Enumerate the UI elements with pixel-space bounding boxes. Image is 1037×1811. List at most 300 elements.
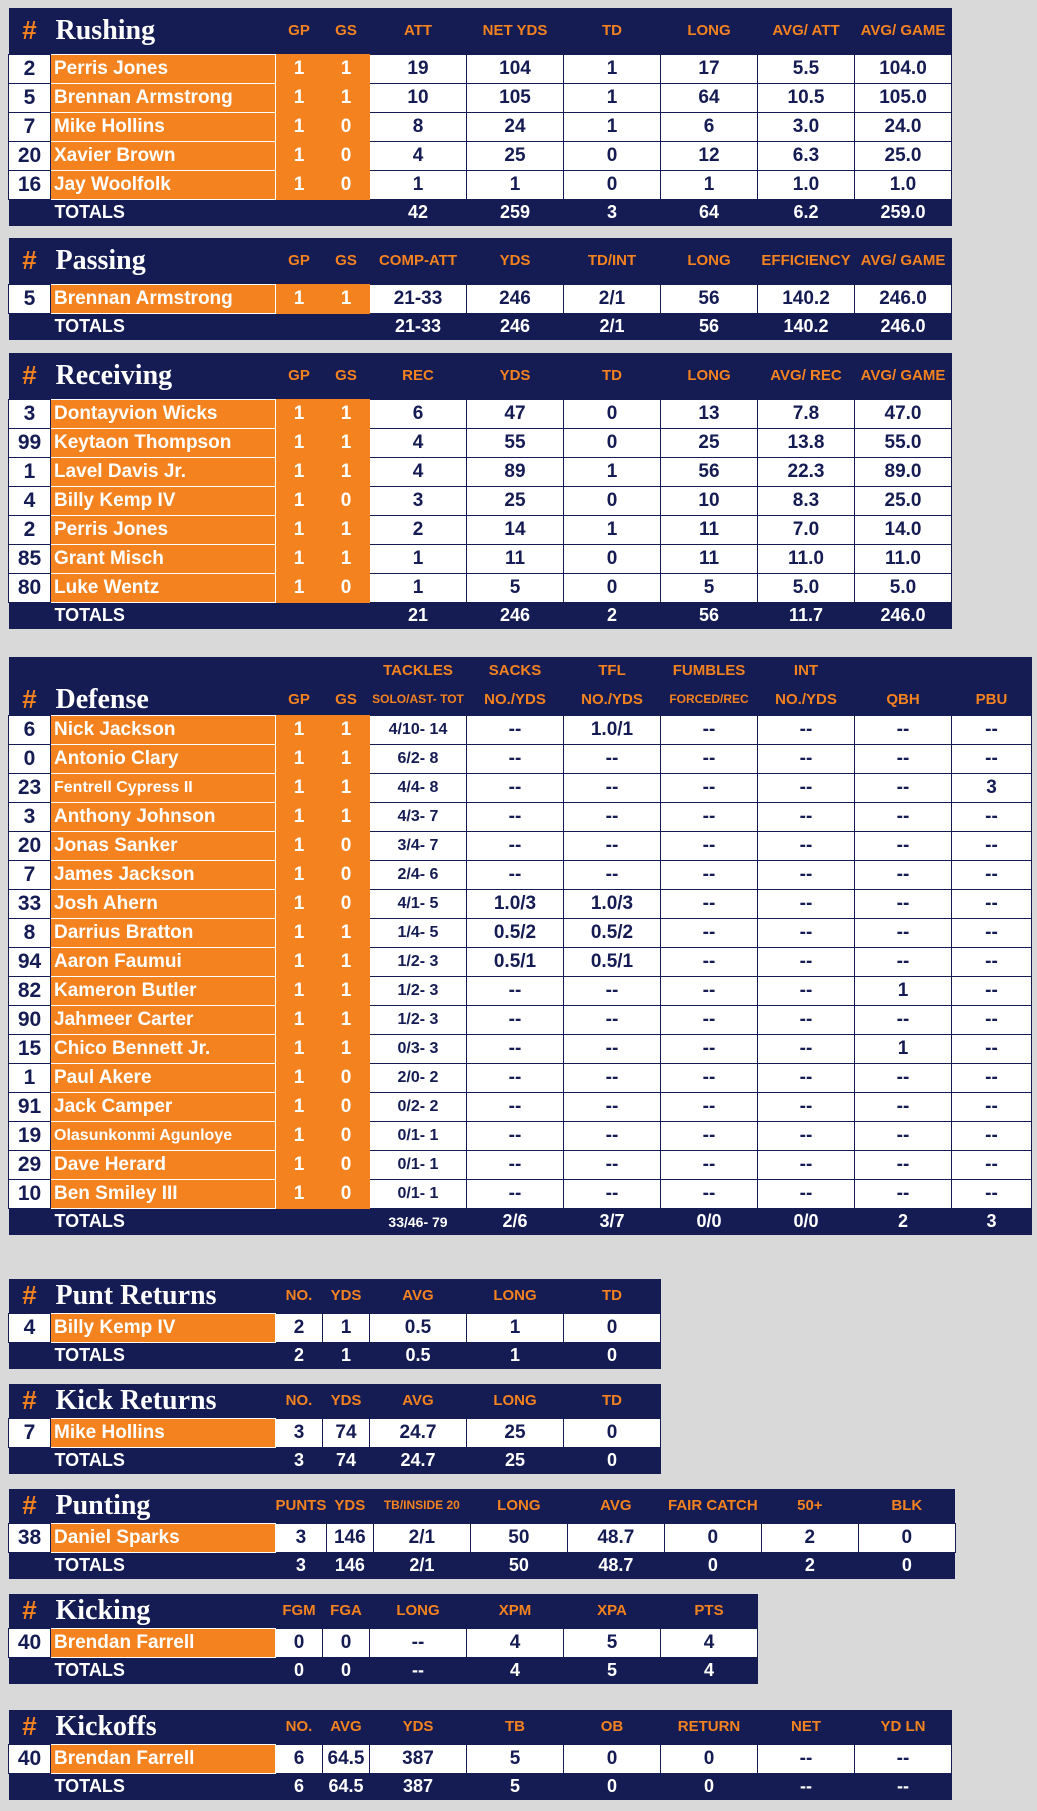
games-played: 1 [276,831,323,860]
jersey-number: 7 [9,1418,51,1447]
stat-long: 56 [661,457,758,486]
jersey-number: 19 [9,1121,51,1150]
stat-rec: 2 [370,515,467,544]
col-gp: GP [276,685,323,715]
games-started: 1 [323,715,370,744]
stat-tb: 5 [467,1744,564,1773]
stat-blk: 0 [858,1523,955,1552]
stat-yds: 14 [467,515,564,544]
games-played: 1 [276,1034,323,1063]
stat-qbh: -- [855,860,952,889]
total-avg-game: 246.0 [855,313,952,340]
stat-qbh: 1 [855,976,952,1005]
stat-avg-game: 246.0 [855,284,952,313]
totals-row [9,1773,952,1800]
stat-tkl: 2/0- 2 [370,1063,467,1092]
totals-label: TOTALS [9,1657,276,1684]
player-row [9,170,952,199]
stat-ob: 0 [564,1744,661,1773]
hash-header: # [9,1489,51,1523]
stat-tkl: 1/4- 5 [370,918,467,947]
col-long: LONG [661,353,758,399]
stat-tkl: 4/1- 5 [370,889,467,918]
player-name: Jahmeer Carter [51,1005,276,1034]
stat-fum: -- [661,1121,758,1150]
total-tfl: 3/7 [564,1208,661,1235]
jersey-number: 29 [9,1150,51,1179]
col-no: NO. [276,1710,323,1744]
section-title: Passing [51,238,276,284]
stat-td: 0 [564,170,661,199]
stat-comp: 21-33 [370,284,467,313]
stat-tkl: 3/4- 7 [370,831,467,860]
stat-int: -- [758,889,855,918]
total-net: -- [758,1773,855,1800]
stat-tfl: -- [564,1121,661,1150]
player-row [9,428,952,457]
stat-att: 19 [370,54,467,83]
col-gp: GP [276,238,323,284]
stat-tfl: -- [564,1150,661,1179]
player-row [9,1313,661,1342]
total-yds: 387 [370,1773,467,1800]
jersey-number: 33 [9,889,51,918]
stat-long: 1 [467,1313,564,1342]
stat-td: 0 [564,1313,661,1342]
games-started: 0 [323,486,370,515]
stat-int: -- [758,715,855,744]
player-row [9,744,1032,773]
stat-tkl: 6/2- 8 [370,744,467,773]
stat-int: -- [758,1121,855,1150]
stat-fum: -- [661,860,758,889]
total-rec: 21 [370,602,467,629]
jersey-number: 8 [9,918,51,947]
punting-table [8,1489,956,1579]
games-started: 1 [323,947,370,976]
total-return: 0 [661,1773,758,1800]
games-played: 1 [276,918,323,947]
games-played: 1 [276,1092,323,1121]
col-gs: GS [323,238,370,284]
stat-pbu: -- [952,889,1032,918]
total-punts: 3 [276,1552,327,1579]
games-started: 0 [323,141,370,170]
stat-sacks: -- [467,1034,564,1063]
stat-fum: -- [661,1092,758,1121]
stat-tkl: 2/4- 6 [370,860,467,889]
stat-int: -- [758,1063,855,1092]
stat-no: 3 [276,1418,323,1447]
stat-eff: 140.2 [758,284,855,313]
stat-qbh: -- [855,831,952,860]
player-row [9,399,952,428]
player-row [9,802,1032,831]
games-started: 0 [323,573,370,602]
total-td: 0 [564,1447,661,1474]
stat-avg-rec: 7.8 [758,399,855,428]
stat-int: -- [758,1150,855,1179]
games-started: 1 [323,428,370,457]
jersey-number: 1 [9,1063,51,1092]
col-no: NO. [276,1384,323,1418]
kicking-table [8,1594,758,1684]
stat-td: 1 [564,83,661,112]
stat-tfl: -- [564,976,661,1005]
stat-pbu: -- [952,947,1032,976]
games-played: 1 [276,947,323,976]
totals-row [9,602,952,629]
games-played: 1 [276,715,323,744]
col-att: ATT [370,8,467,54]
stat-avg-rec: 8.3 [758,486,855,515]
total-tdint: 2/1 [564,313,661,340]
col-blk: BLK [858,1489,955,1523]
stat-qbh: -- [855,1092,952,1121]
total-tb: 2/1 [373,1552,470,1579]
player-row [9,976,1032,1005]
games-played: 1 [276,1063,323,1092]
stat-att: 1 [370,170,467,199]
total-long: 25 [467,1447,564,1474]
stat-avg: 48.7 [567,1523,664,1552]
col-avg: AVG [323,1710,370,1744]
col-tb: TB [467,1710,564,1744]
total-tackles: 33/46- 79 [370,1208,467,1235]
stat-sacks: -- [467,744,564,773]
hash-header: # [9,1710,51,1744]
total-avg-rec: 11.7 [758,602,855,629]
stat-long: 25 [661,428,758,457]
totals-label: TOTALS [9,1342,276,1369]
stat-long: 13 [661,399,758,428]
stat-pbu: -- [952,918,1032,947]
player-name: Brennan Armstrong [51,83,276,112]
total-sacks: 2/6 [467,1208,564,1235]
stat-fum: -- [661,744,758,773]
col-net-yds: NET YDS [467,8,564,54]
player-name: Mike Hollins [51,112,276,141]
stat-sacks: 0.5/2 [467,918,564,947]
stat-avg: 24.7 [370,1418,467,1447]
stat-tfl: 0.5/1 [564,947,661,976]
totals-label: TOTALS [9,602,370,629]
stat-td: 0 [564,544,661,573]
games-started: 1 [323,1034,370,1063]
stat-avg-att: 5.5 [758,54,855,83]
stat-td: 1 [564,515,661,544]
stat-sacks: -- [467,1179,564,1208]
total-no: 2 [276,1342,323,1369]
stat-yds: 387 [370,1744,467,1773]
stat-pbu: -- [952,831,1032,860]
stat-sacks: -- [467,1063,564,1092]
stat-td: 0 [564,486,661,515]
total-xpm: 4 [467,1657,564,1684]
total-blk: 0 [858,1552,955,1579]
stat-sacks: -- [467,1121,564,1150]
stat-fum: -- [661,1034,758,1063]
stat-qbh: -- [855,773,952,802]
player-name: James Jackson [51,860,276,889]
player-name: Perris Jones [51,54,276,83]
stat-tfl: 1.0/1 [564,715,661,744]
games-played: 1 [276,860,323,889]
stat-avg-game: 5.0 [855,573,952,602]
games-played: 1 [276,1150,323,1179]
player-row [9,1005,1032,1034]
col-avg-att: AVG/ ATT [758,8,855,54]
stat-pts: 4 [661,1628,758,1657]
stat-avg-game: 47.0 [855,399,952,428]
games-started: 1 [323,83,370,112]
col-avg-game: AVG/ GAME [855,8,952,54]
stat-tfl: 0.5/2 [564,918,661,947]
stat-yds: 25 [467,486,564,515]
stat-rec: 1 [370,573,467,602]
stat-fum: -- [661,715,758,744]
stat-long: 6 [661,112,758,141]
totals-row [9,199,952,226]
stat-qbh: 1 [855,1034,952,1063]
totals-label: TOTALS [9,1773,276,1800]
games-started: 0 [323,170,370,199]
stat-int: -- [758,773,855,802]
defense-table [8,657,1032,1235]
player-row [9,457,952,486]
stat-sacks: 1.0/3 [467,889,564,918]
section-title: Punting [51,1489,276,1523]
stat-fum: -- [661,802,758,831]
player-row [9,1523,956,1552]
stat-int: -- [758,1179,855,1208]
stat-avg-att: 1.0 [758,170,855,199]
stat-qbh: -- [855,918,952,947]
col-td: TD [564,1384,661,1418]
jersey-number: 23 [9,773,51,802]
stat-tfl: -- [564,1092,661,1121]
stat-tkl: 1/2- 3 [370,947,467,976]
total-pbu: 3 [952,1208,1032,1235]
stat-sacks: -- [467,976,564,1005]
stat-pbu: -- [952,1063,1032,1092]
jersey-number: 1 [9,457,51,486]
games-started: 1 [323,1005,370,1034]
stat-pbu: 3 [952,773,1032,802]
col-avg-rec: AVG/ REC [758,353,855,399]
col-long: LONG [467,1279,564,1313]
col-pts: PTS [661,1594,758,1628]
col-avg: AVG [370,1384,467,1418]
col-long: LONG [661,8,758,54]
stat-pbu: -- [952,1121,1032,1150]
games-started: 0 [323,889,370,918]
kick-returns-table [8,1384,661,1474]
stat-fc: 0 [664,1523,761,1552]
col-gs: GS [323,8,370,54]
stat-fum: -- [661,831,758,860]
jersey-number: 2 [9,515,51,544]
player-name: Daniel Sparks [51,1523,276,1552]
games-played: 1 [276,112,323,141]
player-name: Grant Misch [51,544,276,573]
stat-ret: 0 [661,1744,758,1773]
player-name: Olasunkonmi Agunloye [51,1121,276,1150]
col-qbh: QBH [855,685,952,715]
col-fair-catch: FAIR CATCH [664,1489,761,1523]
stat-tfl: 1.0/3 [564,889,661,918]
stat-tdint: 2/1 [564,284,661,313]
player-name: Jonas Sanker [51,831,276,860]
player-name: Jack Camper [51,1092,276,1121]
stat-sacks: -- [467,1005,564,1034]
games-played: 1 [276,1121,323,1150]
games-started: 0 [323,1121,370,1150]
col-tackles: SOLO/AST- TOT [370,685,467,715]
stat-tfl: -- [564,1005,661,1034]
col-yds: YDS [323,1384,370,1418]
stat-avg: 0.5 [370,1313,467,1342]
stat-yds: 47 [467,399,564,428]
games-started: 1 [323,773,370,802]
games-started: 1 [323,457,370,486]
stat-sacks: -- [467,773,564,802]
stat-yds: 5 [467,573,564,602]
col-avg-game: AVG/ GAME [855,353,952,399]
player-name: Xavier Brown [51,141,276,170]
games-started: 1 [323,918,370,947]
player-name: Luke Wentz [51,573,276,602]
col-gs: GS [323,685,370,715]
games-started: 1 [323,515,370,544]
stat-rec: 4 [370,428,467,457]
jersey-number: 4 [9,486,51,515]
hash-header: # [9,685,51,715]
stat-int: -- [758,976,855,1005]
player-name: Chico Bennett Jr. [51,1034,276,1063]
stat-int: -- [758,802,855,831]
player-row [9,112,952,141]
games-started: 1 [323,744,370,773]
jersey-number: 20 [9,831,51,860]
games-played: 1 [276,544,323,573]
games-started: 0 [323,1063,370,1092]
stat-net: -- [758,1744,855,1773]
stat-td: 0 [564,141,661,170]
stat-int: -- [758,860,855,889]
total-long: -- [370,1657,467,1684]
stat-ydln: -- [855,1744,952,1773]
stat-qbh: -- [855,1005,952,1034]
total-comp: 21-33 [370,313,467,340]
stat-fifty: 2 [761,1523,858,1552]
games-played: 1 [276,1179,323,1208]
defense-top-blank [9,657,370,685]
col-xpa: XPA [564,1594,661,1628]
total-long: 50 [470,1552,567,1579]
games-started: 1 [323,54,370,83]
player-name: Dave Herard [51,1150,276,1179]
totals-row [9,1342,661,1369]
stat-pbu: -- [952,744,1032,773]
stat-int: -- [758,1092,855,1121]
jersey-number: 91 [9,1092,51,1121]
totals-row [9,1447,661,1474]
stat-yds: 25 [467,141,564,170]
total-no: 6 [276,1773,323,1800]
totals-row [9,1657,758,1684]
stat-pbu: -- [952,1179,1032,1208]
player-name: Ben Smiley III [51,1179,276,1208]
player-row [9,918,1032,947]
stat-fgm: 0 [276,1628,323,1657]
stat-tkl: 0/1- 1 [370,1121,467,1150]
stat-no: 6 [276,1744,323,1773]
jersey-number: 40 [9,1628,51,1657]
games-started: 1 [323,399,370,428]
col-net: NET [758,1710,855,1744]
stat-avg-game: 104.0 [855,54,952,83]
games-played: 1 [276,773,323,802]
stat-fum: -- [661,1150,758,1179]
player-name: Brendan Farrell [51,1628,276,1657]
stat-tfl: -- [564,744,661,773]
jersey-number: 5 [9,284,51,313]
jersey-number: 99 [9,428,51,457]
col-yds: YDS [323,1279,370,1313]
stat-td: 0 [564,1418,661,1447]
player-name: Kameron Butler [51,976,276,1005]
stat-fum: -- [661,947,758,976]
stat-td: 1 [564,457,661,486]
jersey-number: 5 [9,83,51,112]
stat-att: 10 [370,83,467,112]
player-row [9,1063,1032,1092]
col-int: NO./YDS [758,685,855,715]
jersey-number: 3 [9,802,51,831]
player-row [9,1418,661,1447]
player-row [9,1628,758,1657]
games-started: 1 [323,544,370,573]
player-row [9,83,952,112]
col-tfl-top: TFL [564,657,661,685]
stat-tfl: -- [564,831,661,860]
stat-yds: 104 [467,54,564,83]
col-long: LONG [470,1489,567,1523]
stat-td: 0 [564,428,661,457]
col-yds: YDS [370,1710,467,1744]
stat-qbh: -- [855,1063,952,1092]
stat-avg-game: 1.0 [855,170,952,199]
stat-avg-game: 24.0 [855,112,952,141]
punt-returns-table [8,1279,661,1369]
player-row [9,860,1032,889]
games-played: 1 [276,486,323,515]
stat-sacks: -- [467,1150,564,1179]
stat-pbu: -- [952,1005,1032,1034]
jersey-number: 80 [9,573,51,602]
player-row [9,1034,1032,1063]
stat-rec: 6 [370,399,467,428]
stat-qbh: -- [855,802,952,831]
total-avg-game: 246.0 [855,602,952,629]
col-long: LONG [370,1594,467,1628]
stat-long: 25 [467,1418,564,1447]
stat-qbh: -- [855,947,952,976]
total-fga: 0 [323,1657,370,1684]
hash-header: # [9,8,51,54]
games-started: 0 [323,1150,370,1179]
